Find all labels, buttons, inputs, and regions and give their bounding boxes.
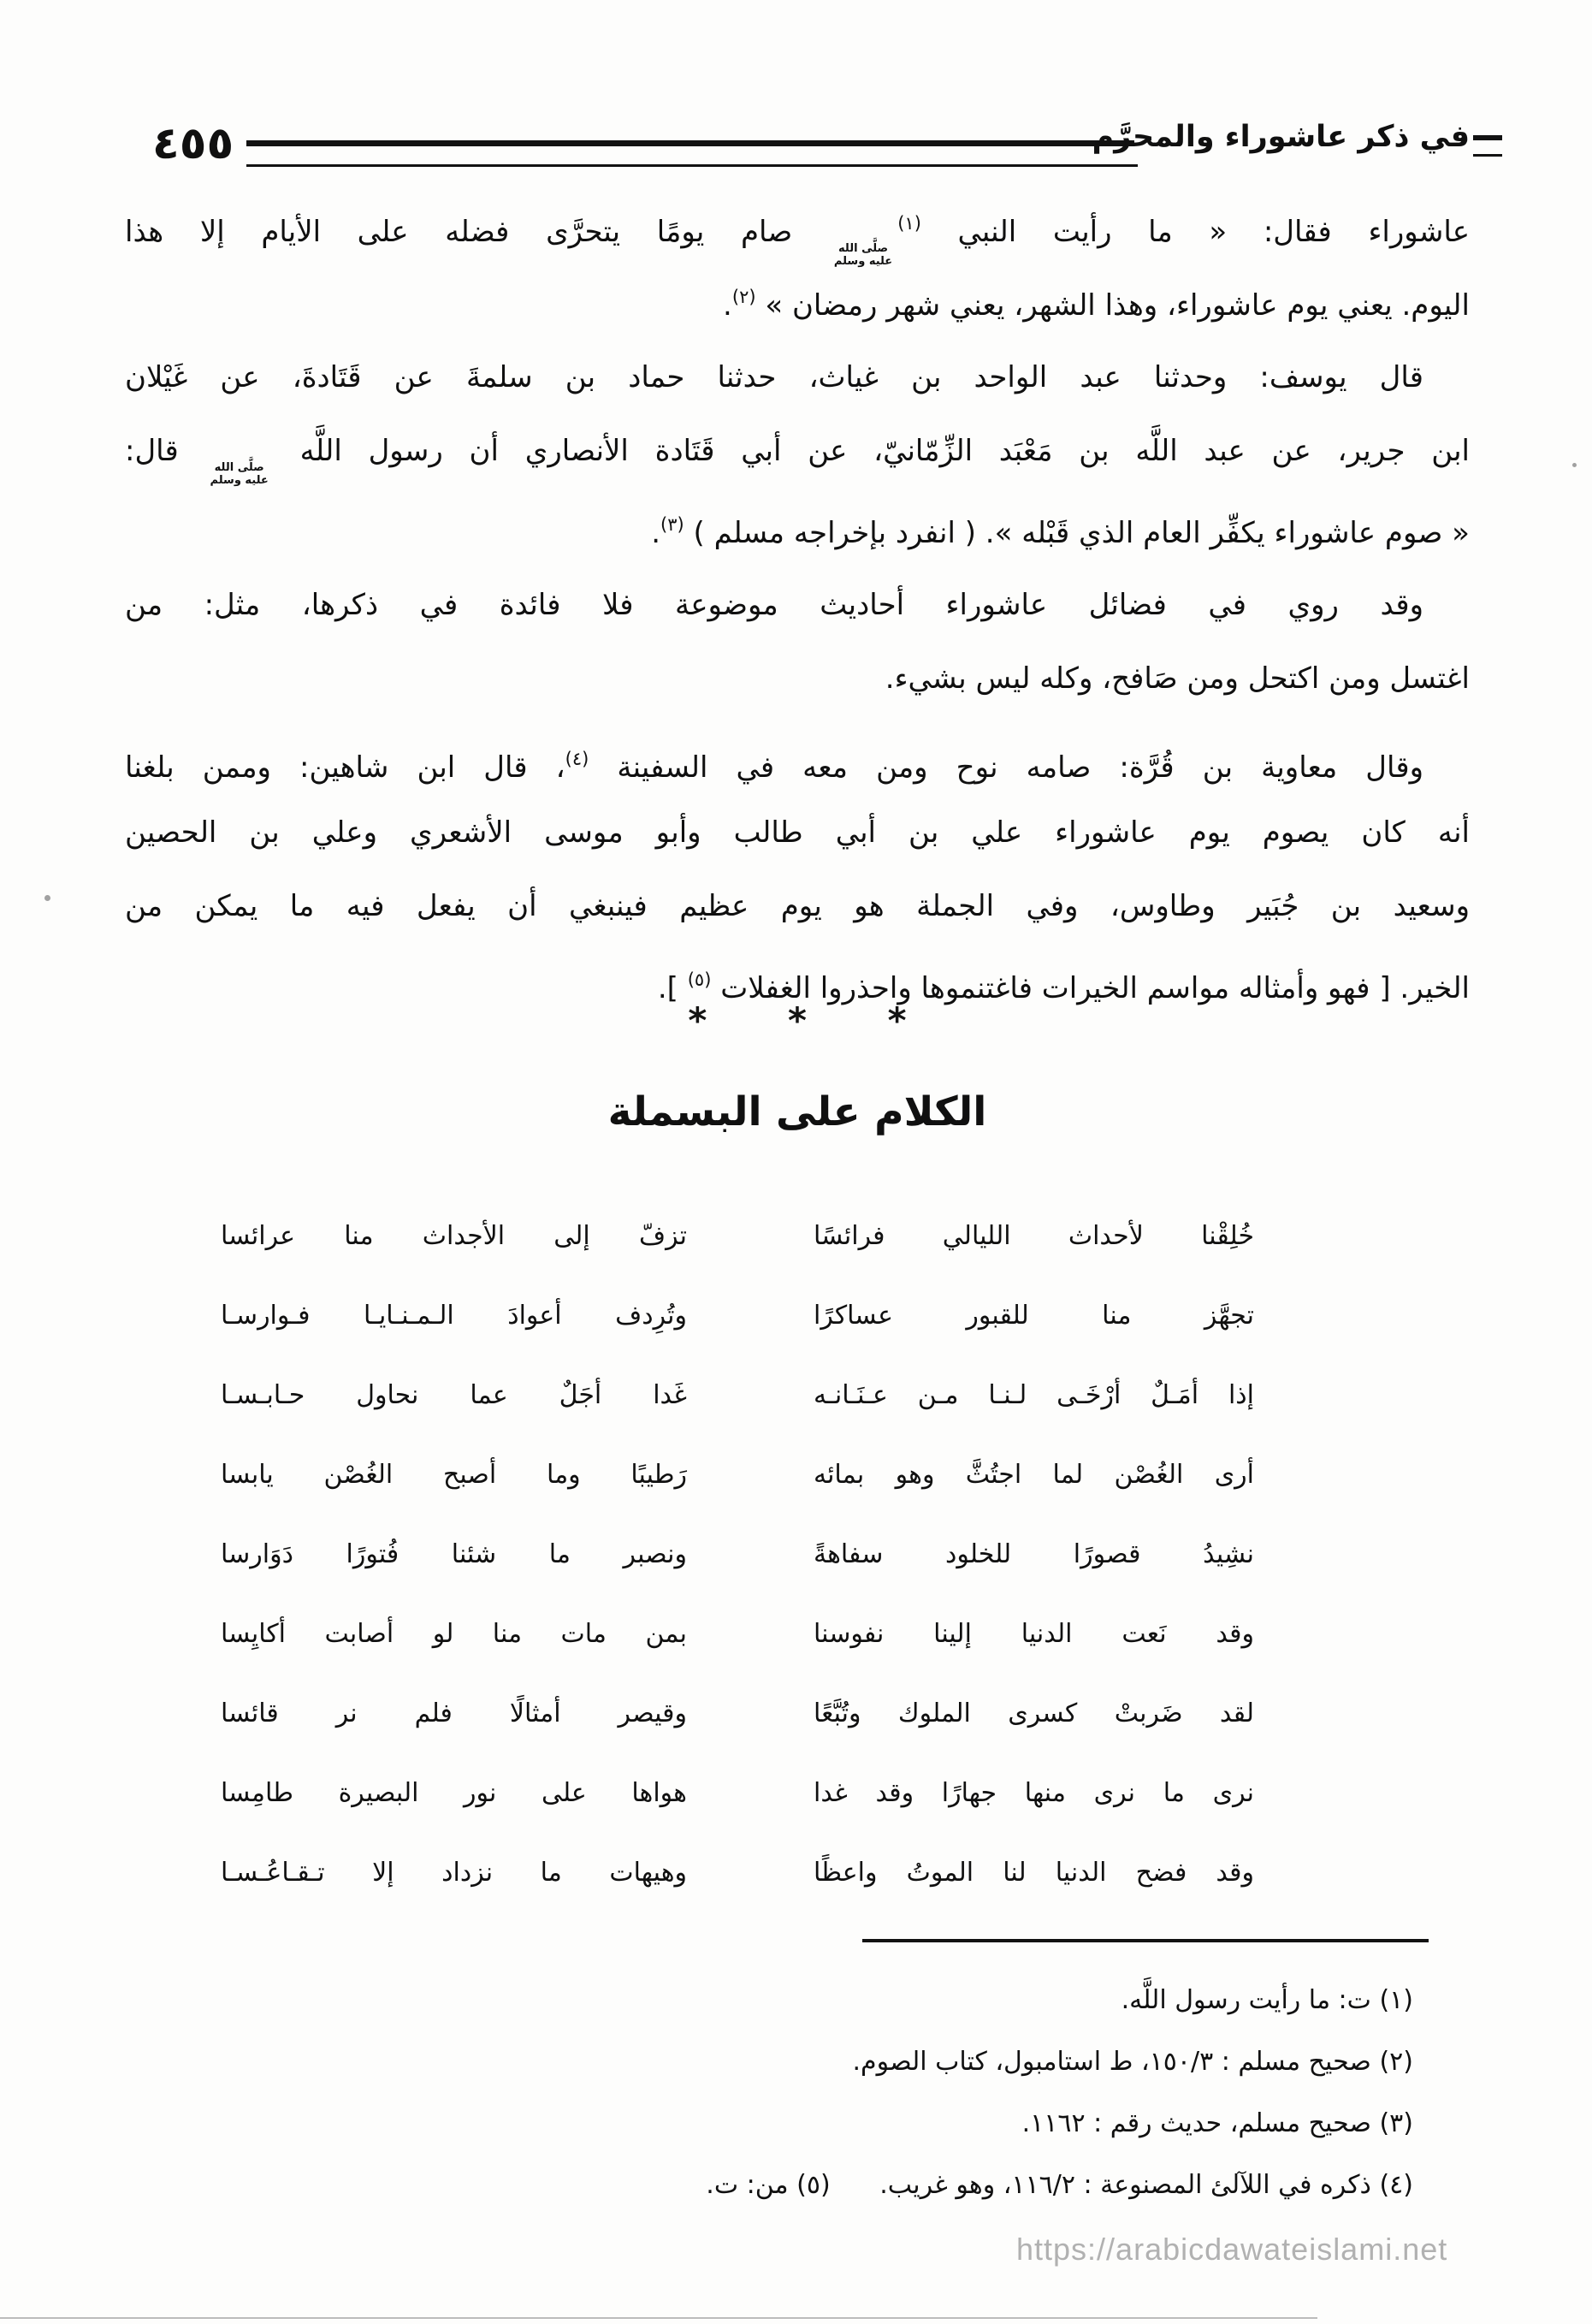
body-text <box>125 187 1470 1023</box>
text-line <box>125 260 1470 334</box>
page-number: ٤٥٥ <box>152 118 234 169</box>
poem <box>221 1196 1254 1912</box>
text-run: « صوم عاشوراء يكفِّر العام الذي قَبْله ». ( انفرد بإخراجه مسلم ) <box>684 516 1470 550</box>
section-separator: * * * <box>688 999 941 1041</box>
honorific-saw: صلَّى الله عليه وسلم <box>210 461 269 487</box>
poem-verse <box>221 1435 1254 1515</box>
text-run: صام يومًا يتحرَّى فضله على الأيام إلا هذا <box>125 215 829 249</box>
hemistich-left: وتُرِدف أعوادَ الـمـنـايـا فـوارسـا <box>221 1301 687 1331</box>
header-rule-thin <box>246 164 1138 167</box>
hemistich-right: تجهَّز منا للقبور عساكرًا <box>814 1301 1254 1331</box>
hemistich-right: نشِيدُ قصورًا للخلود سفاهةً <box>814 1539 1254 1569</box>
poem-verse <box>221 1833 1254 1912</box>
poem-verse <box>221 1674 1254 1753</box>
footnote-marker: (٣) <box>660 514 684 535</box>
poem-verse <box>221 1355 1254 1435</box>
hemistich-left: هواها على نور البصيرة طامِسا <box>221 1778 687 1808</box>
honorific-saw: صلَّى الله عليه وسلم <box>833 242 893 268</box>
footnote-marker: (٥) <box>687 969 712 990</box>
poem-verse <box>221 1515 1254 1594</box>
text-run: الخير. [ فهو وأمثاله مواسم الخيرات فاغتنموها واحذروا الغفلات <box>711 971 1470 1005</box>
footnote: (٢) صحيح مسلم : ١٥٠/٣، ط استامبول، كتاب الصوم. <box>852 2047 1413 2077</box>
hemistich-left: بمن مات منا لو أصابت أكايِسا <box>221 1619 687 1649</box>
poem-verse <box>221 1753 1254 1833</box>
paragraph <box>125 722 1470 1017</box>
running-title: في ذكر عاشوراء والمحرَّم <box>1092 120 1470 154</box>
hemistich-right: وقد نَعت الدنيا إلينا نفوسنا <box>814 1619 1254 1649</box>
hemistich-left: وهيهات ما نزداد إلا تـقـاعُـسـا <box>221 1858 687 1888</box>
text-run: ابن جرير، عن عبد اللَّه بن مَعْبَد الزِّمّانيّ، عن أبي قَتَادة الأنصاري أن رسول اللَّه <box>273 434 1470 468</box>
hemistich-left: تزفّ إلى الأجداث منا عرائسا <box>221 1221 687 1251</box>
footnote <box>128 2155 1413 2216</box>
paragraph <box>125 341 1470 561</box>
footnote: (٣) صحيح مسلم، حديث رقم : ١١٦٢. <box>1021 2108 1413 2138</box>
text-line <box>125 488 1470 561</box>
footnote-part: (٥) من: ت. <box>706 2170 831 2200</box>
poem-verse <box>221 1594 1254 1674</box>
text-line <box>125 414 1470 488</box>
header-rule-stub-thick <box>1473 135 1502 140</box>
text-line: اغتسل ومن اكتحل ومن صَافح، وكله ليس بشيء. <box>885 661 1470 696</box>
hemistich-left: وقيصر أمثالًا فلم نر قائسا <box>221 1699 687 1728</box>
footnote-marker: (٤) <box>565 749 589 769</box>
paragraph <box>125 568 1470 715</box>
paragraph <box>125 187 1470 334</box>
poem-verse <box>221 1196 1254 1276</box>
scan-edge-line <box>0 2317 1317 2319</box>
text-line: أنه كان يصوم يوم عاشوراء علي بن أبي طالب وأبو موسى الأشعري وعلي بن الحصين <box>125 815 1470 850</box>
header-rule-thick <box>246 140 1134 146</box>
hemistich-right: وقد فضح الدنيا لنا الموتُ واعظًا <box>814 1858 1254 1888</box>
hemistich-right: لقد ضَربتْ كسرى الملوك وتُبَّعًا <box>814 1699 1254 1728</box>
text-line: وسعيد بن جُبَير وطاوس، وفي الجملة هو يوم عظيم فينبغي أن يفعل فيه ما يمكن من <box>125 889 1470 923</box>
watermark-url: https://arabicdawateislami.net <box>1016 2232 1448 2267</box>
footnote: (١) ت: ما رأيت رسول اللَّه. <box>1121 1985 1413 2015</box>
text-run: قال: <box>125 434 205 468</box>
text-run: ]. <box>657 971 688 1005</box>
hemistich-left: غَدا أجَلٌ عما نحاول حـابـسـا <box>221 1380 687 1410</box>
text-line <box>125 722 1470 796</box>
footnote-marker: (٢) <box>731 287 756 307</box>
footnotes <box>128 1970 1413 2216</box>
hemistich-left: رَطيبًا وما أصبح الغُصْن يابسا <box>221 1460 687 1490</box>
text-run: ، قال ابن شاهين: وممن بلغنا <box>125 750 565 785</box>
hemistich-right: أرى الغُصْن لما اجتُثَّ وهو بمائه <box>814 1460 1254 1490</box>
text-line: وقد روي في فضائل عاشوراء أحاديث موضوعة فلا فائدة في ذكرها، مثل: من <box>125 588 1423 622</box>
hemistich-right: خُلِقْنا لأحداث الليالي فرائسًا <box>814 1221 1254 1251</box>
text-line: قال يوسف: وحدثنا عبد الواحد بن غياث، حدثنا حماد بن سلمةَ عن قَتَادةَ، عن غَيْلان <box>125 360 1423 394</box>
scan-speck <box>1572 463 1577 467</box>
text-run: وقال معاوية بن قُرَّة: صامه نوح ومن معه في السفينة <box>589 750 1423 785</box>
footnote-part: (٤) ذكره في اللآلئ المصنوعة : ١١٦/٢، وهو غريب. <box>879 2170 1413 2200</box>
text-run: . <box>651 516 661 550</box>
text-line <box>125 187 1470 268</box>
hemistich-right: إذا أمَـلٌ أرْخَـى لـنـا مـن عـنَـانـه <box>814 1380 1254 1410</box>
text-run: اليوم. يعني يوم عاشوراء، وهذا الشهر، يعني شهر رمضان » <box>755 288 1470 323</box>
footnote-divider <box>862 1939 1429 1942</box>
section-heading: الكلام على البسملة <box>607 1088 987 1135</box>
hemistich-left: ونصبر ما شئنا فُتورًا دَوَارسا <box>221 1539 687 1569</box>
footnote-marker: (١) <box>897 213 921 234</box>
hemistich-right: نرى ما نرى منها جهارًا وقد غدا <box>814 1778 1254 1808</box>
poem-verse <box>221 1276 1254 1355</box>
scan-speck <box>44 895 50 901</box>
header-rule-stub-thin <box>1473 154 1502 157</box>
text-run: عاشوراء فقال: « ما رأيت النبي <box>920 215 1470 249</box>
text-run: . <box>723 288 732 323</box>
